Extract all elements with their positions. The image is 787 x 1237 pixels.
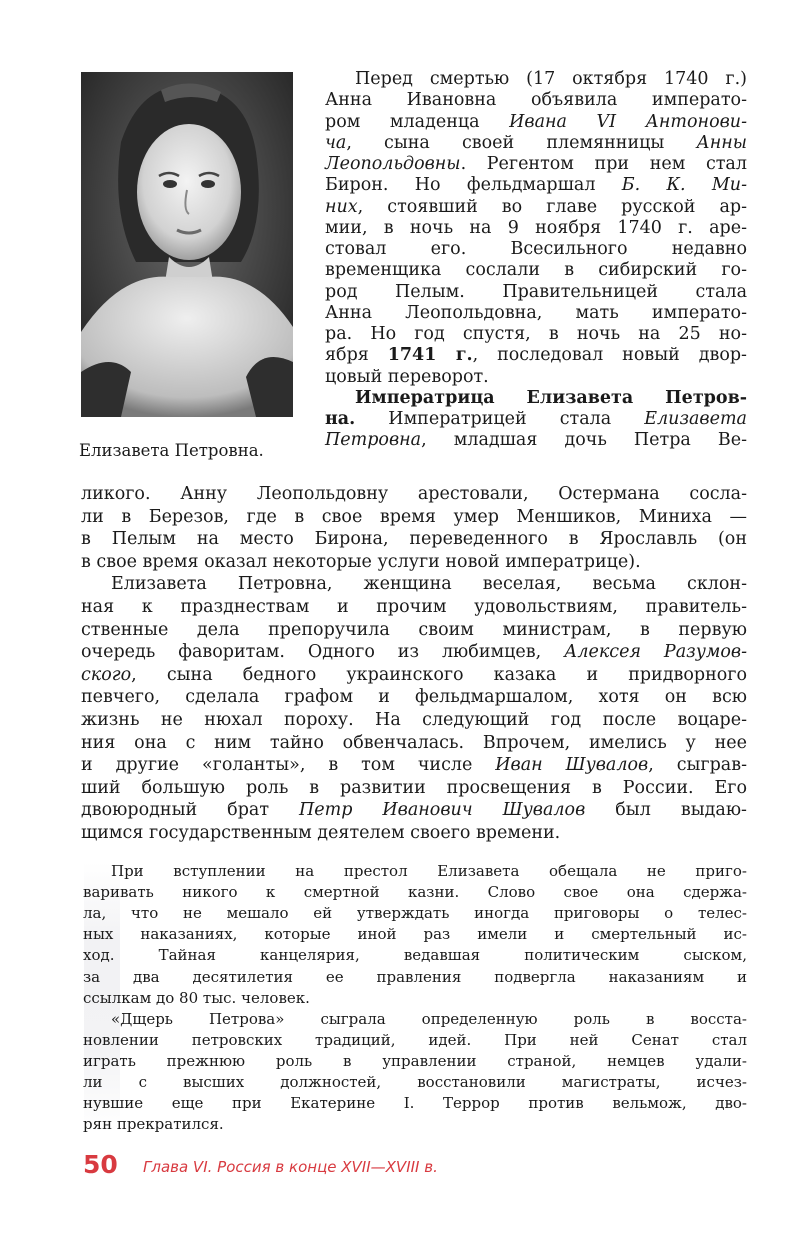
text-span: Иван Шувалов	[495, 755, 649, 776]
text-span: Алексея Разумов-	[564, 642, 747, 663]
text-span: ная к празднествам и прочим удовольствиям, правитель-	[81, 597, 747, 617]
text-span: «Дщерь Петрова» сыграла определенную роль в восста-	[111, 1009, 747, 1028]
text-span: рян прекратился.	[83, 1115, 224, 1134]
text-line	[81, 731, 747, 755]
text-line	[83, 987, 747, 1009]
text-span: Императрицей стала	[355, 409, 645, 429]
text-span: ра. Но год спустя, в ночь на 25 но-	[325, 324, 747, 344]
text-span: и другие «голанты», в том числе	[81, 755, 496, 776]
text-span: Б. К. Ми-	[621, 175, 747, 196]
portrait-illustration	[81, 72, 293, 417]
portrait-caption: Елизавета Петровна.	[79, 441, 264, 460]
text-line	[81, 482, 747, 506]
text-span: на.	[325, 409, 356, 429]
text-line	[83, 923, 747, 945]
text-span: Петр Иванович Шувалов	[299, 800, 586, 821]
text-line	[83, 860, 747, 882]
text-line	[325, 428, 747, 452]
text-span: ственные дела препоручила своим министрам, в первую	[81, 619, 747, 640]
text-span: Ивана VI Антонови-	[509, 111, 747, 132]
text-line	[81, 550, 747, 574]
text-span: нувшие еще при Екатерине I. Террор против вельмож, дво-	[83, 1094, 747, 1113]
text-span: ных наказаниях, которые иной раз имели и смертельный ис-	[83, 925, 747, 944]
text-line	[83, 966, 747, 988]
text-span: играть прежнюю роль в управлении страной, немцев удали-	[83, 1051, 747, 1070]
text-span: 1741 г.	[387, 345, 473, 366]
text-line	[83, 944, 747, 966]
text-span: ния она с ним тайно обвенчалась. Впрочем, имелись у нее	[81, 732, 747, 753]
page-number: 50	[83, 1150, 118, 1179]
text-span: , сына бедного украинского казака и придворного	[131, 664, 747, 685]
text-span: Петровна	[325, 430, 422, 451]
text-span: ром младенца	[325, 111, 510, 132]
text-span: , стоявший во главе русской ар-	[357, 196, 747, 217]
text-span: двоюродный брат	[81, 800, 299, 821]
text-span: щимся государственным деятелем своего времени.	[81, 823, 561, 843]
text-span: был выдаю-	[585, 800, 747, 821]
text-span: Бирон. Но фельдмаршал	[325, 175, 622, 196]
text-span: Анна Ивановна объявила императо-	[325, 90, 747, 111]
text-span: , сыграв-	[648, 755, 747, 776]
text-span: цовый переворот.	[325, 366, 489, 387]
text-line	[81, 640, 747, 664]
text-span: Анна Леопольдовна, мать императо-	[325, 302, 747, 323]
text-span: ли в Березов, где в свое время умер Меншиков, Миниха —	[81, 506, 747, 527]
text-span: за два десятилетия ее правления подвергла наказаниям и	[83, 967, 747, 986]
text-span: певчего, сделала графом и фельдмаршалом, хотя он всю	[81, 687, 747, 708]
text-span: мии, в ночь на 9 ноября 1740 г. аре-	[325, 217, 747, 238]
text-line	[81, 708, 747, 732]
text-span: , сына своей племянницы	[346, 132, 697, 153]
text-span: Императрица Елизавета Петров-	[355, 387, 747, 408]
text-span: временщика сослали в сибирский го-	[325, 260, 747, 281]
text-span: род Пелым. Правительницей стала	[325, 281, 747, 302]
text-line	[81, 505, 747, 529]
text-span: Перед смертью (17 октября 1740 г.)	[355, 69, 747, 89]
text-span: ход. Тайная канцелярия, ведавшая политическим сыском,	[83, 946, 747, 965]
text-span: ли с высших должностей, восстановили магистраты, исчез-	[83, 1073, 747, 1091]
text-line	[83, 902, 747, 924]
text-span: , последовал новый двор-	[472, 345, 747, 366]
text-span: Леопольдовны	[325, 154, 461, 174]
text-line	[81, 572, 747, 596]
text-span: варивать никого к смертной казни. Слово свое она сдержа-	[83, 883, 747, 902]
text-line	[83, 881, 747, 903]
text-line	[83, 1008, 747, 1030]
text-span: . Регентом при нем стал	[460, 154, 747, 174]
text-line	[83, 1113, 747, 1135]
text-line	[81, 595, 747, 619]
text-line	[81, 663, 747, 687]
text-line	[83, 1029, 747, 1051]
text-span: ча	[325, 132, 347, 153]
text-line	[83, 1071, 747, 1093]
text-line	[81, 776, 747, 800]
text-span: ший большую роль в развитии просвещения в России. Его	[81, 777, 747, 798]
text-span: ликого. Анну Леопольдовну арестовали, Остермана сосла-	[81, 484, 747, 504]
text-line	[81, 527, 747, 551]
text-span: ября	[325, 345, 388, 366]
text-span: , младшая дочь Петра Ве-	[421, 430, 747, 451]
text-span: Елизавета Петровна, женщина веселая, весьма склон-	[111, 574, 747, 595]
text-span: новлении петровских традиций, идей. При ней Сенат стал	[83, 1030, 747, 1049]
text-span: При вступлении на престол Елизавета обещала не приго-	[111, 862, 747, 880]
portrait-image	[81, 72, 293, 417]
text-line	[81, 798, 747, 822]
text-line	[81, 618, 747, 642]
text-span: ла, что не мешало ей утверждать иногда приговоры о телес-	[83, 904, 747, 923]
text-span: ссылкам до 80 тыс. человек.	[83, 988, 310, 1007]
running-footer: Глава VI. Россия в конце XVII—XVIII в.	[143, 1158, 438, 1176]
text-line	[83, 1050, 747, 1072]
text-span: очередь фаворитам. Одного из любимцев,	[81, 642, 565, 663]
text-span: ского	[81, 664, 132, 685]
text-span: Елизавета	[644, 409, 747, 429]
text-span: них	[325, 196, 358, 217]
text-span: жизнь не нюхал пороху. На следующий год после воцаре-	[81, 710, 747, 730]
text-span: в Пелым на место Бирона, переведенного в Ярославль (он	[81, 529, 747, 550]
text-span: Анны	[696, 132, 747, 153]
text-line	[81, 821, 747, 845]
text-line	[81, 685, 747, 709]
text-line	[83, 1092, 747, 1114]
text-span: стовал его. Всесильного недавно	[325, 239, 747, 259]
text-line	[81, 753, 747, 777]
text-span: в свое время оказал некоторые услуги новой императрице).	[81, 551, 641, 572]
